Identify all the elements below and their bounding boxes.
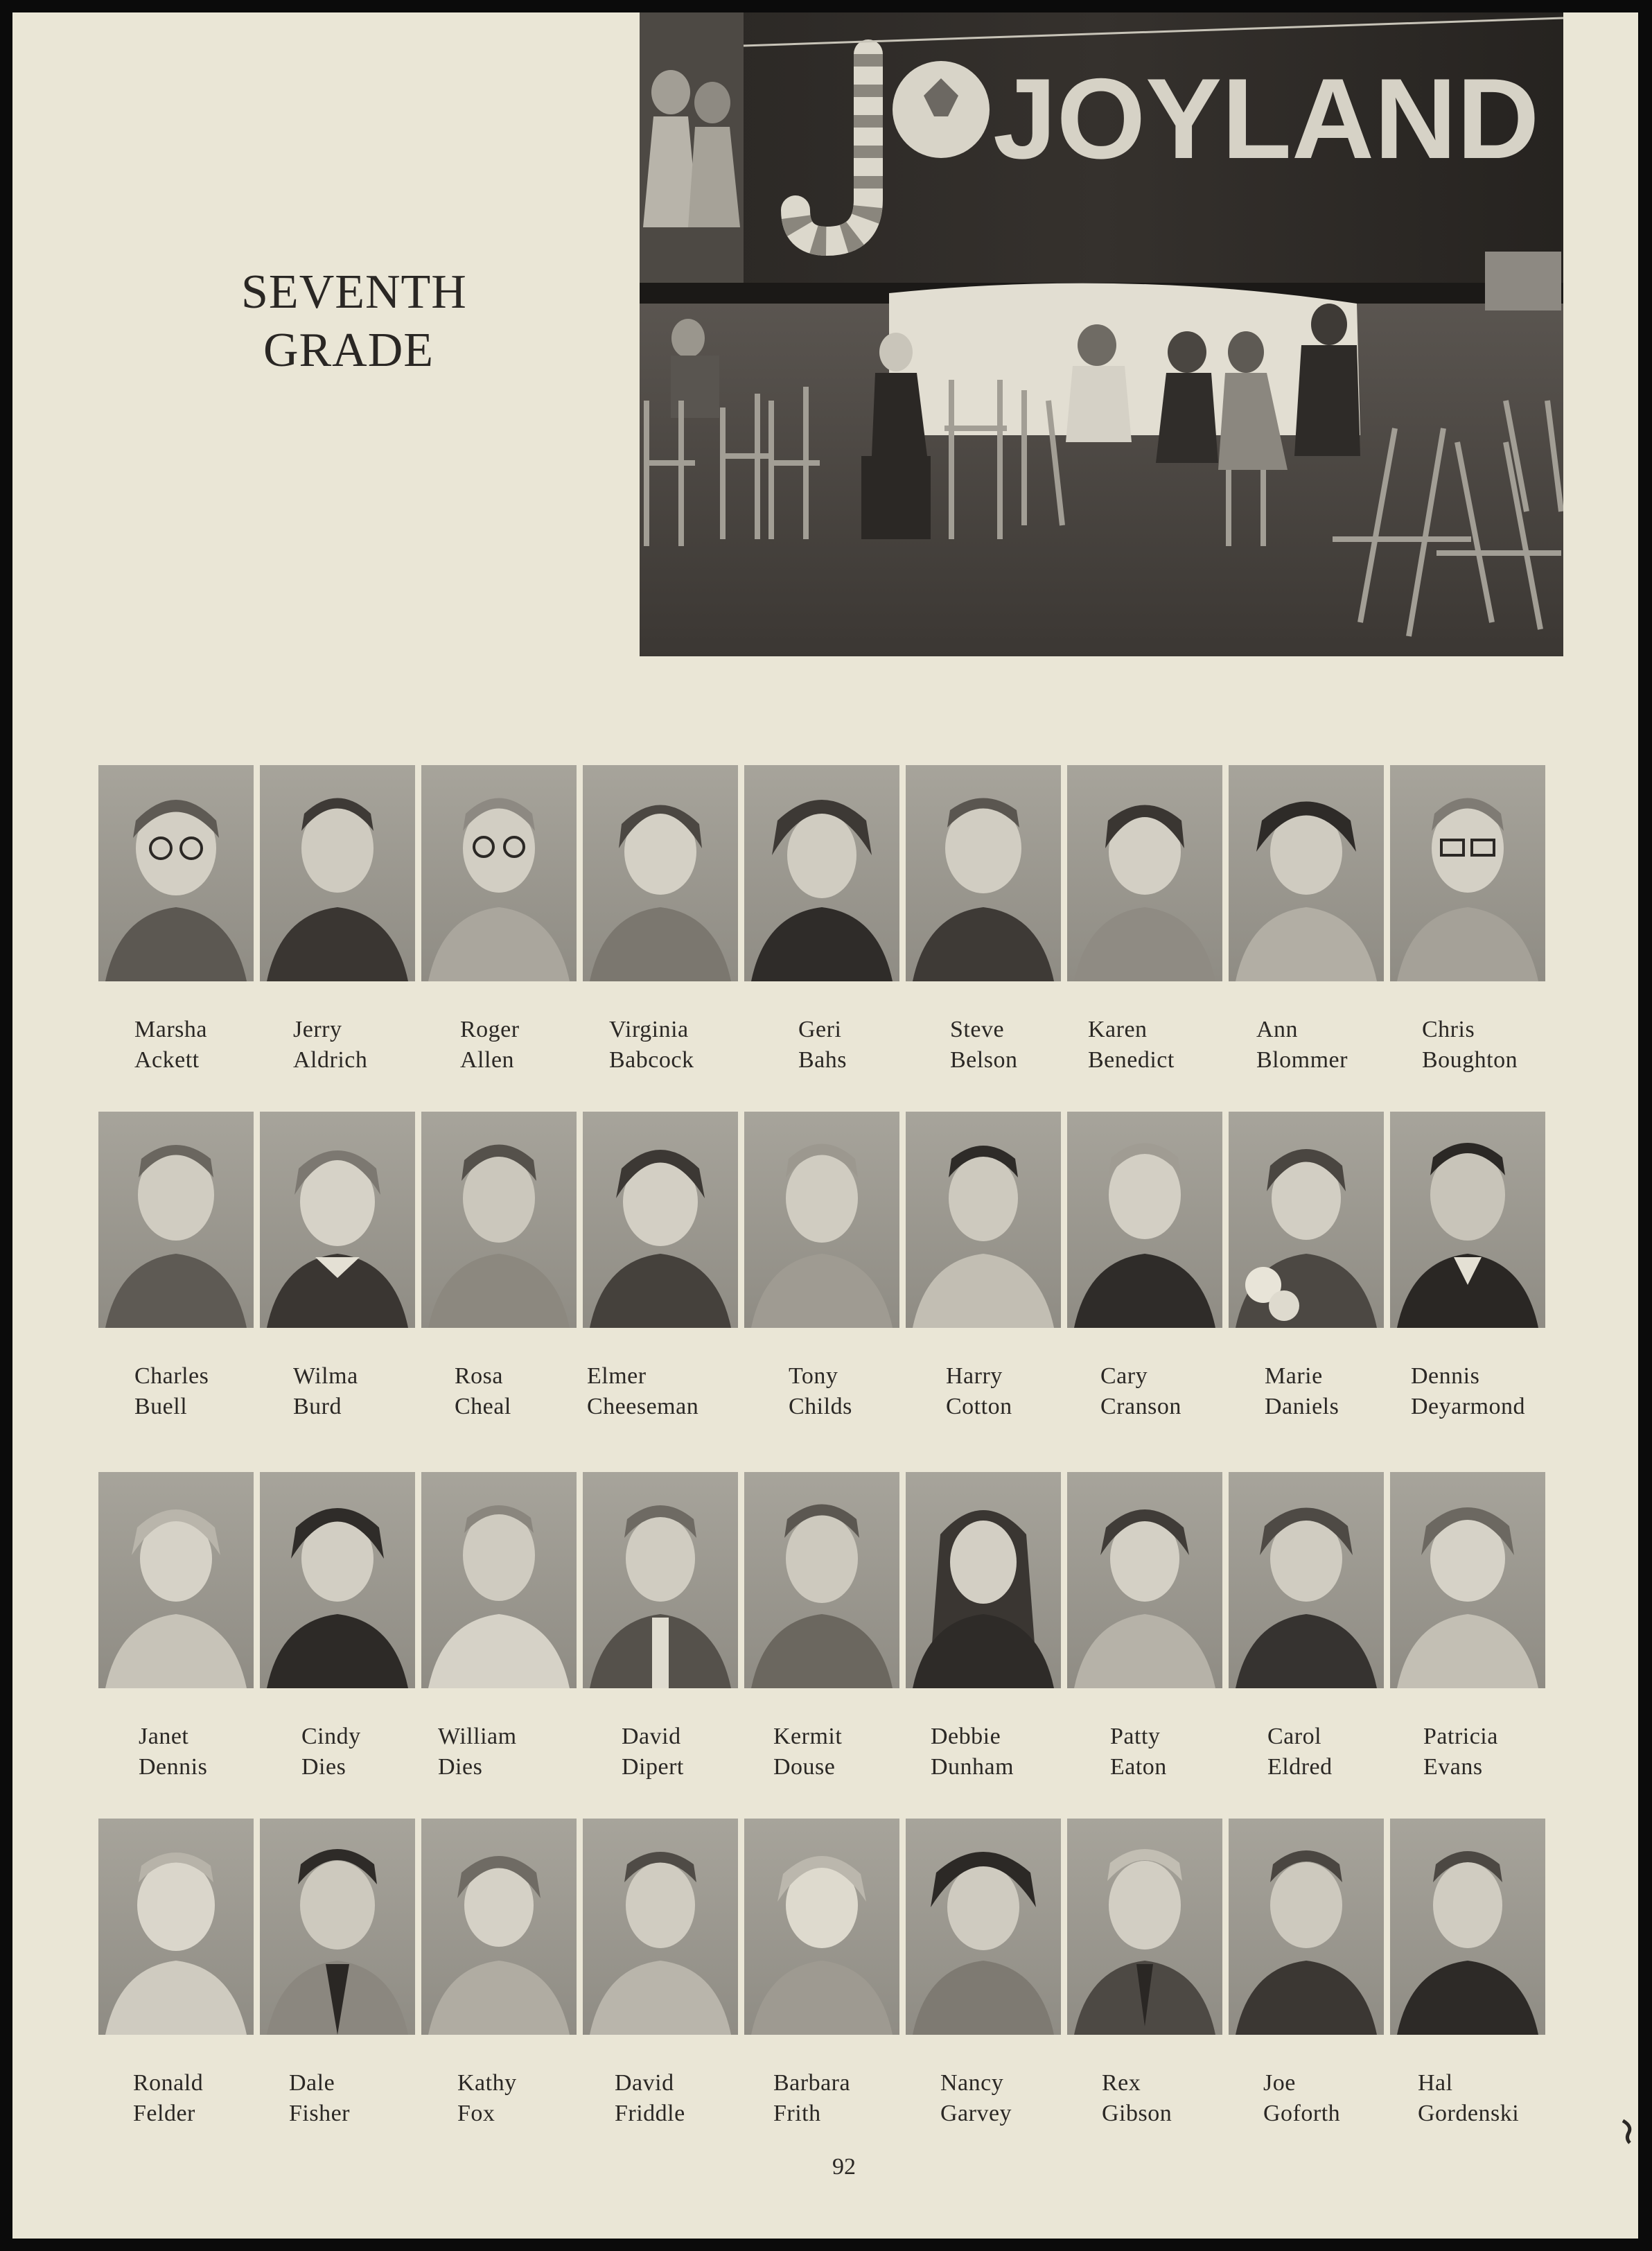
first-name: Kermit	[773, 1724, 843, 1749]
first-name: Charles	[134, 1363, 209, 1389]
student-photo	[583, 765, 738, 981]
student-photo	[1390, 1819, 1545, 2035]
last-name: Benedict	[1088, 1047, 1175, 1073]
last-name: Bahs	[798, 1047, 847, 1073]
last-name: Gibson	[1102, 2101, 1172, 2126]
student-card	[1229, 1819, 1389, 2126]
student-photo	[744, 765, 899, 981]
student-photo	[1229, 1112, 1384, 1328]
last-name: Ackett	[134, 1047, 200, 1073]
first-name: Karen	[1088, 1017, 1148, 1042]
first-name: Wilma	[293, 1363, 358, 1389]
last-name: Aldrich	[293, 1047, 368, 1073]
first-name: Dale	[289, 2070, 335, 2096]
last-name: Frith	[773, 2101, 821, 2126]
student-card	[98, 1819, 259, 2126]
student-card	[260, 765, 421, 1073]
student-photo	[421, 765, 577, 981]
student-photo	[1067, 1472, 1222, 1688]
student-card	[260, 1112, 421, 1417]
student-photo	[260, 1112, 415, 1328]
first-name: Carol	[1267, 1724, 1322, 1749]
title-line-1: SEVENTH	[241, 265, 467, 319]
last-name: Garvey	[940, 2101, 1012, 2126]
student-photo	[98, 765, 254, 981]
yearbook-page	[12, 12, 1638, 2239]
student-card	[583, 765, 744, 1073]
first-name: Dennis	[1411, 1363, 1480, 1389]
student-photo	[744, 1819, 899, 2035]
first-name: Hal	[1418, 2070, 1453, 2096]
first-name: Marie	[1265, 1363, 1323, 1389]
student-photo	[98, 1472, 254, 1688]
last-name: Daniels	[1265, 1394, 1339, 1419]
first-name: Chris	[1422, 1017, 1475, 1042]
first-name: Cary	[1100, 1363, 1148, 1389]
student-photo	[98, 1819, 254, 2035]
student-photo	[1229, 1472, 1384, 1688]
student-photo	[1229, 1819, 1384, 2035]
page-number: 92	[832, 2154, 856, 2180]
first-name: David	[615, 2070, 674, 2096]
first-name: William	[438, 1724, 517, 1749]
last-name: Gordenski	[1418, 2101, 1520, 2126]
last-name: Allen	[460, 1047, 515, 1073]
last-name: Cranson	[1100, 1394, 1181, 1419]
last-name: Burd	[293, 1394, 342, 1419]
student-name	[1418, 2068, 1584, 2129]
last-name: Cheal	[455, 1394, 511, 1419]
student-card	[744, 1112, 905, 1417]
last-name: Evans	[1423, 1754, 1483, 1780]
first-name: Barbara	[773, 2070, 851, 2096]
student-card	[583, 1472, 744, 1780]
student-card	[744, 1472, 905, 1780]
student-card	[260, 1819, 421, 2126]
student-card	[1390, 1112, 1551, 1417]
student-card	[1229, 1112, 1389, 1417]
student-name	[438, 1722, 604, 1783]
student-name	[1411, 1361, 1577, 1422]
first-name: Harry	[946, 1363, 1003, 1389]
student-card	[421, 1819, 582, 2126]
first-name: Patricia	[1423, 1724, 1498, 1749]
stage-photo	[640, 12, 1563, 656]
first-name: Elmer	[587, 1363, 647, 1389]
student-photo	[260, 1472, 415, 1688]
first-name: Debbie	[931, 1724, 1001, 1749]
student-photo	[583, 1819, 738, 2035]
first-name: David	[622, 1724, 681, 1749]
ink-mark-icon	[1622, 2119, 1634, 2144]
last-name: Fox	[457, 2101, 495, 2126]
student-name	[1422, 1015, 1588, 1076]
student-card	[906, 1472, 1066, 1780]
stage-photo-drawing	[640, 12, 1563, 656]
first-name: Joe	[1263, 2070, 1296, 2096]
student-card	[1067, 765, 1228, 1073]
student-photo	[1390, 1472, 1545, 1688]
student-card	[744, 1819, 905, 2126]
student-photo	[906, 1819, 1061, 2035]
last-name: Dipert	[622, 1754, 684, 1780]
student-photo	[98, 1112, 254, 1328]
first-name: Rosa	[455, 1363, 503, 1389]
student-photo	[260, 1819, 415, 2035]
student-card	[260, 1472, 421, 1780]
last-name: Boughton	[1422, 1047, 1518, 1073]
first-name: Marsha	[134, 1017, 207, 1042]
last-name: Cheeseman	[587, 1394, 699, 1419]
student-name	[587, 1361, 753, 1422]
page-title	[241, 263, 467, 380]
student-card	[906, 1819, 1066, 2126]
last-name: Dies	[301, 1754, 346, 1780]
student-photo	[260, 765, 415, 981]
student-photo	[583, 1112, 738, 1328]
student-card	[421, 1112, 582, 1417]
student-photo	[906, 1472, 1061, 1688]
student-card	[906, 1112, 1066, 1417]
student-name	[1423, 1722, 1590, 1783]
portrait-row-2	[98, 1112, 1547, 1417]
student-card	[906, 765, 1066, 1073]
first-name: Steve	[950, 1017, 1005, 1042]
student-photo	[906, 1112, 1061, 1328]
last-name: Dunham	[931, 1754, 1014, 1780]
student-photo	[1067, 1819, 1222, 2035]
first-name: Roger	[460, 1017, 520, 1042]
last-name: Dies	[438, 1754, 483, 1780]
last-name: Felder	[133, 2101, 195, 2126]
first-name: Kathy	[457, 2070, 517, 2096]
student-photo	[421, 1112, 577, 1328]
last-name: Blommer	[1256, 1047, 1348, 1073]
last-name: Deyarmond	[1411, 1394, 1526, 1419]
student-photo	[1229, 765, 1384, 981]
first-name: Tony	[789, 1363, 838, 1389]
student-card	[421, 1472, 582, 1780]
student-photo	[906, 765, 1061, 981]
first-name: Ann	[1256, 1017, 1299, 1042]
student-card	[583, 1819, 744, 2126]
student-photo	[744, 1112, 899, 1328]
last-name: Eaton	[1110, 1754, 1167, 1780]
last-name: Eldred	[1267, 1754, 1333, 1780]
last-name: Dennis	[139, 1754, 208, 1780]
last-name: Fisher	[289, 2101, 350, 2126]
student-card	[1390, 1819, 1551, 2126]
student-card	[98, 1112, 259, 1417]
student-card	[1390, 765, 1551, 1073]
title-line-2: GRADE	[263, 324, 434, 377]
student-photo	[583, 1472, 738, 1688]
portrait-row-3	[98, 1472, 1547, 1780]
student-card	[1229, 765, 1389, 1073]
first-name: Jerry	[293, 1017, 342, 1042]
first-name: Ronald	[133, 2070, 204, 2096]
first-name: Janet	[139, 1724, 189, 1749]
student-photo	[1067, 765, 1222, 981]
first-name: Cindy	[301, 1724, 361, 1749]
student-photo	[1067, 1112, 1222, 1328]
student-card	[744, 765, 905, 1073]
student-card	[583, 1112, 744, 1417]
first-name: Rex	[1102, 2070, 1141, 2096]
student-photo	[744, 1472, 899, 1688]
first-name: Patty	[1110, 1724, 1161, 1749]
student-card	[1229, 1472, 1389, 1780]
portrait-row-1	[98, 765, 1547, 1073]
student-card	[98, 765, 259, 1073]
student-card	[1067, 1819, 1228, 2126]
student-card	[98, 1472, 259, 1780]
first-name: Virginia	[609, 1017, 689, 1042]
last-name: Friddle	[615, 2101, 685, 2126]
last-name: Buell	[134, 1394, 188, 1419]
student-photo	[1390, 765, 1545, 981]
student-photo	[1390, 1112, 1545, 1328]
student-photo	[421, 1819, 577, 2035]
student-card	[421, 765, 582, 1073]
last-name: Goforth	[1263, 2101, 1341, 2126]
first-name: Geri	[798, 1017, 842, 1042]
student-card	[1067, 1472, 1228, 1780]
student-card	[1067, 1112, 1228, 1417]
last-name: Babcock	[609, 1047, 694, 1073]
last-name: Douse	[773, 1754, 836, 1780]
student-photo	[421, 1472, 577, 1688]
last-name: Cotton	[946, 1394, 1012, 1419]
last-name: Belson	[950, 1047, 1018, 1073]
student-card	[1390, 1472, 1551, 1780]
last-name: Childs	[789, 1394, 852, 1419]
portrait-row-4	[98, 1819, 1547, 2126]
stage-banner: JOYLAND	[993, 55, 1540, 182]
first-name: Nancy	[940, 2070, 1004, 2096]
